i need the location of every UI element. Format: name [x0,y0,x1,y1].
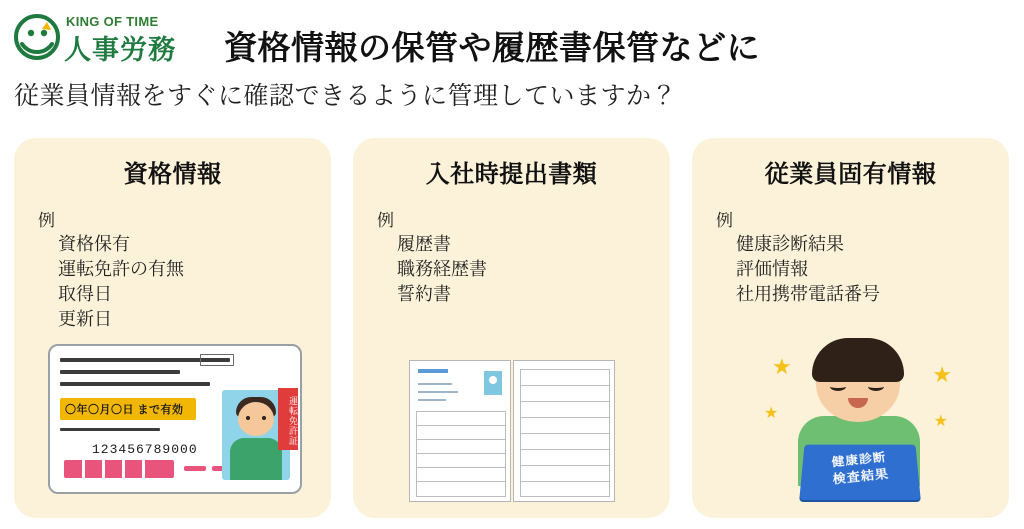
list-item: 履歴書 [397,234,451,254]
card-qualification-info [14,138,331,518]
resume-documents-illustration [353,322,670,512]
brand-logo [14,10,204,66]
license-pink-band [64,460,174,478]
card-employee-specific-info [692,138,1009,518]
card-item-list [397,232,487,307]
card-example-label: 例 [38,211,55,230]
card-title: 入社時提出書類 [425,161,598,188]
card-example-label: 例 [377,211,394,230]
list-item: 取得日 [58,284,112,304]
king-of-time-logo-icon [14,14,60,60]
health-report-book [799,445,920,500]
resume-sheet-right [513,360,615,502]
card-onboarding-documents [353,138,670,518]
book-line-2: 検査結果 [832,466,890,487]
license-card [48,344,302,494]
logo-main-text: 人事労務 [64,35,176,65]
sparkle-icon: ★ [772,354,792,379]
list-item: 評価情報 [736,259,808,279]
license-number: 123456789000 [92,442,198,457]
license-ribbon-label: 運転免許証 [278,388,298,450]
list-item: 健康診断結果 [736,234,844,254]
card-item-list [58,232,184,332]
person-reading-illustration [692,322,1009,512]
list-item: 資格保有 [58,234,130,254]
list-item: 運転免許の有無 [58,259,184,279]
page-subtitle: 従業員情報をすぐに確認できるように管理していますか？ [14,82,678,110]
card-title: 従業員固有情報 [764,161,937,188]
drivers-license-illustration [14,322,331,512]
page-title: 資格情報の保管や履歴書保管などに [224,29,760,66]
card-item-list [736,232,880,307]
card-title: 資格情報 [123,161,222,188]
license-expiry-band: 〇年〇月〇日 まで有効 [60,398,196,420]
list-item: 誓約書 [397,284,451,304]
sparkle-icon: ★ [932,362,952,387]
card-group [14,138,1010,518]
sparkle-icon: ★ [764,405,779,422]
list-item: 更新日 [58,309,112,329]
list-item: 職務経歴書 [397,259,487,279]
page-header [14,8,1024,68]
sparkle-icon: ★ [933,413,948,430]
logo-top-text: KING OF TIME [66,14,159,29]
resume-sheet-left [409,360,511,502]
book-line-1: 健康診断 [831,450,888,470]
list-item: 社用携帯電話番号 [736,284,880,304]
card-example-label: 例 [716,211,733,230]
